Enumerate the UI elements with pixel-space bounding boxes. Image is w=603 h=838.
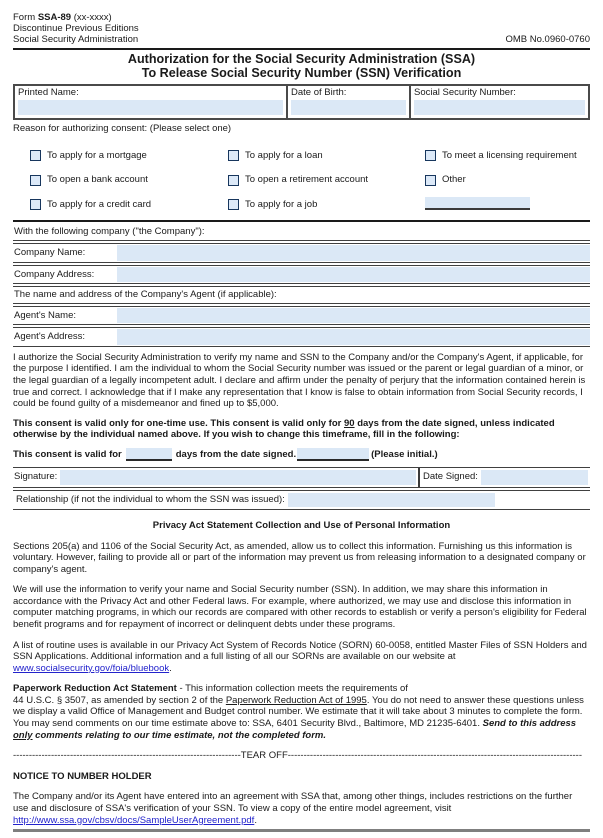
paperwork-text-1: - This information collection meets the requirements of	[176, 683, 408, 695]
reason-job	[228, 199, 425, 211]
days-blank-input[interactable]	[126, 448, 172, 461]
agent-name-label: Agent's Name:	[14, 309, 77, 321]
paperwork-reduction-paragraph	[13, 683, 590, 741]
checkbox-mortgage[interactable]	[30, 150, 41, 161]
date-signed-input[interactable]	[481, 470, 588, 485]
send-address-text-2: comments relating to our time estimate, not the completed form.	[32, 729, 327, 741]
form-id-block	[13, 12, 139, 46]
reason-mortgage	[30, 150, 228, 162]
ssn-input[interactable]	[414, 100, 585, 115]
reason-loan	[228, 150, 425, 162]
agent-name-row	[13, 306, 590, 326]
printed-name-label: Printed Name:	[18, 86, 79, 98]
form-header	[13, 12, 590, 50]
tear-dashes-left: ------------------------------------------------------------------------	[13, 750, 241, 762]
reason-retirement-account	[228, 174, 425, 186]
privacy-paragraph-3	[13, 640, 590, 675]
agent-name-input[interactable]	[117, 308, 590, 324]
company-name-label: Company Name:	[14, 247, 86, 259]
agent-address-label: Agent's Address:	[14, 331, 85, 343]
tear-dashes-right: ---------------------------------------------------------------------------------------------	[287, 750, 582, 762]
notice-text: The Company and/or its Agent have entered into an agreement with SSA that, among other things, includes restrictions on the further use and disclosure of SSA's verification of your SSN. To view a copy of the entire model agreement, visit	[13, 791, 573, 814]
privacy-heading: Privacy Act Statement Collection and Use of Personal Information	[152, 519, 451, 531]
privacy-paragraph-2: We will use the information to verify your name and Social Security number (SSN). In addition, we may share this information in accordance with the Privacy Act and other Federal laws. For example, where authorized, we may use and disclose this information in computer matching programs, in which our records are compared with other records to establish or verify a person's eligibility for Federal benefit programs and for repayment of incorrect or delinquent debts under these programs.	[13, 584, 587, 630]
checkbox-job[interactable]	[228, 199, 239, 210]
reason-label: To apply for a mortgage	[47, 149, 147, 161]
form-edition: (xx-xxxx)	[71, 12, 112, 23]
omb-number: OMB No.0960-0760	[505, 34, 590, 46]
relationship-label: Relationship (if not the individual to whom the SSN was issued):	[16, 493, 285, 505]
send-address-text: Send to this address	[482, 718, 577, 730]
initial-blank-input[interactable]	[297, 448, 369, 461]
paperwork-text-1b: 44 U.S.C. § 3507, as amended by section 2 of the	[13, 694, 226, 706]
identity-table	[13, 84, 590, 121]
agent-address-row	[13, 327, 590, 347]
agency-line: Social Security Administration	[13, 34, 139, 46]
relationship-row	[13, 490, 590, 510]
consent-days: 90	[343, 417, 355, 429]
ssn-cell	[409, 86, 588, 119]
form-title-line2: To Release Social Security Number (SSN) Verification	[141, 66, 462, 81]
checkbox-loan[interactable]	[228, 150, 239, 161]
form-number: SSA-89	[37, 12, 72, 23]
relationship-input[interactable]	[288, 493, 495, 507]
paperwork-act-underline: Paperwork Reduction Act of 1995	[225, 694, 367, 706]
company-address-row	[13, 265, 590, 285]
consent-fill-line	[13, 448, 590, 461]
reason-licensing	[425, 150, 590, 162]
signature-input[interactable]	[60, 470, 416, 485]
paperwork-text-2: . You do not need to answer these questions unless we display a valid Office of Management and Budget control number. We estimate that it will take about 3 minutes to complete the form. You may send comments on our time estimate above to: SSA, 6401 Security Blvd., Baltimore, MD 21235-6401.	[13, 694, 584, 730]
reason-label: To apply for a credit card	[47, 198, 152, 210]
form-prefix: Form	[13, 12, 38, 23]
paperwork-heading: Paperwork Reduction Act Statement	[13, 683, 177, 695]
dob-label: Date of Birth:	[291, 86, 347, 98]
privacy-paragraph-1: Sections 205(a) and 1106 of the Social Security Act, as amended, allow us to collect this information. Furnishing us this information is voluntary. However, failing to provide all or part of the information may prevent us from releasing information to a designated company or company's agent.	[13, 540, 586, 575]
company-name-row	[13, 243, 590, 263]
checkbox-other[interactable]	[425, 175, 436, 186]
other-reason-input[interactable]	[425, 197, 530, 210]
sorn-text: A list of routine uses is available in our Privacy Act System of Records Notice (SORN) 60-0058, entitled Master Files of SSN Holders and SSN Applications. Additional information and a full listing of all our SORNs are available on our website at	[13, 639, 587, 663]
consent-text-1: This consent is valid only for one-time use. This consent is valid only for	[13, 417, 344, 429]
date-signed-label: Date Signed:	[423, 470, 478, 482]
reason-bank-account	[30, 174, 228, 186]
fill-text-2: days from the date signed.	[175, 449, 297, 461]
checkbox-licensing[interactable]	[425, 150, 436, 161]
signature-row	[13, 467, 590, 488]
ssn-label: Social Security Number:	[414, 86, 516, 98]
notice-paragraph	[13, 791, 590, 826]
reason-label: Other	[442, 174, 466, 186]
tear-off-label: TEAR OFF	[240, 750, 288, 762]
company-address-input[interactable]	[117, 267, 590, 283]
reason-label: To open a retirement account	[245, 174, 369, 186]
authorization-paragraph: I authorize the Social Security Administration to verify my name and SSN to the Company and/or the Company's Agent, if applicable, for the purpose I identified. I am the individual to whom the Social Security number was issued or the parent or legal guardian of a minor, or the legal guardian of a legally incompetent adult. I declare and affirm under the penalty of perjury that the information contained herein is true and correct. I acknowledge that if I make any representation that I know is false to obtain information from Social Security records, I could be found guilty of a misdemeanor and fined up to $5,000.	[13, 351, 586, 410]
company-section-label: With the following company ("the Company"):	[14, 226, 205, 238]
checkbox-bank-account[interactable]	[30, 175, 41, 186]
agent-section-header	[13, 286, 590, 304]
tear-off-line	[13, 750, 590, 762]
reason-credit-card	[30, 199, 228, 211]
company-section-header	[13, 224, 590, 241]
form-number-line	[13, 12, 139, 23]
printed-name-cell	[15, 86, 286, 119]
signature-cell	[13, 468, 420, 487]
checkbox-retirement-account[interactable]	[228, 175, 239, 186]
company-name-input[interactable]	[117, 245, 590, 261]
agent-address-input[interactable]	[117, 329, 590, 345]
bottom-bar	[13, 829, 590, 832]
only-underline: only	[13, 729, 33, 741]
form-title-line1: Authorization for the Social Security Administration (SSA)	[127, 51, 476, 66]
dob-input[interactable]	[291, 100, 406, 115]
fill-text-1: This consent is valid for	[13, 449, 122, 461]
period: .	[254, 814, 257, 826]
section-divider	[13, 220, 590, 222]
signature-label: Signature:	[14, 470, 58, 482]
notice-heading: NOTICE TO NUMBER HOLDER	[13, 770, 152, 782]
company-address-label: Company Address:	[14, 268, 95, 280]
agreement-link[interactable]: http://www.ssa.gov/cbsv/docs/SampleUserAgreement.pdf	[13, 814, 255, 826]
bluebook-link[interactable]: www.socialsecurity.gov/foia/bluebook	[13, 662, 170, 674]
reason-label: To apply for a job	[245, 198, 318, 210]
reason-prompt: Reason for authorizing consent: (Please select one)	[13, 123, 232, 135]
period: .	[169, 662, 172, 674]
date-signed-cell	[420, 468, 590, 487]
reason-label: To meet a licensing requirement	[442, 149, 577, 161]
reason-other	[425, 174, 590, 186]
agent-section-label: The name and address of the Company's Agent (if applicable):	[14, 289, 277, 301]
form-title	[13, 52, 590, 81]
consent-paragraph	[13, 418, 590, 441]
fill-text-3: (Please initial.)	[371, 449, 438, 461]
checkbox-credit-card[interactable]	[30, 199, 41, 210]
reason-label: To open a bank account	[47, 174, 148, 186]
consent-text-2: days from the date signed, unless indicated otherwise by the individual named above. If you wish to change this timeframe, fill in the following:	[13, 417, 555, 441]
reason-checkbox-grid	[30, 150, 590, 211]
dob-cell	[286, 86, 409, 119]
other-reason-cell	[425, 199, 590, 211]
reason-label: To apply for a loan	[245, 149, 323, 161]
printed-name-input[interactable]	[18, 100, 283, 115]
discontinue-line: Discontinue Previous Editions	[13, 23, 139, 35]
